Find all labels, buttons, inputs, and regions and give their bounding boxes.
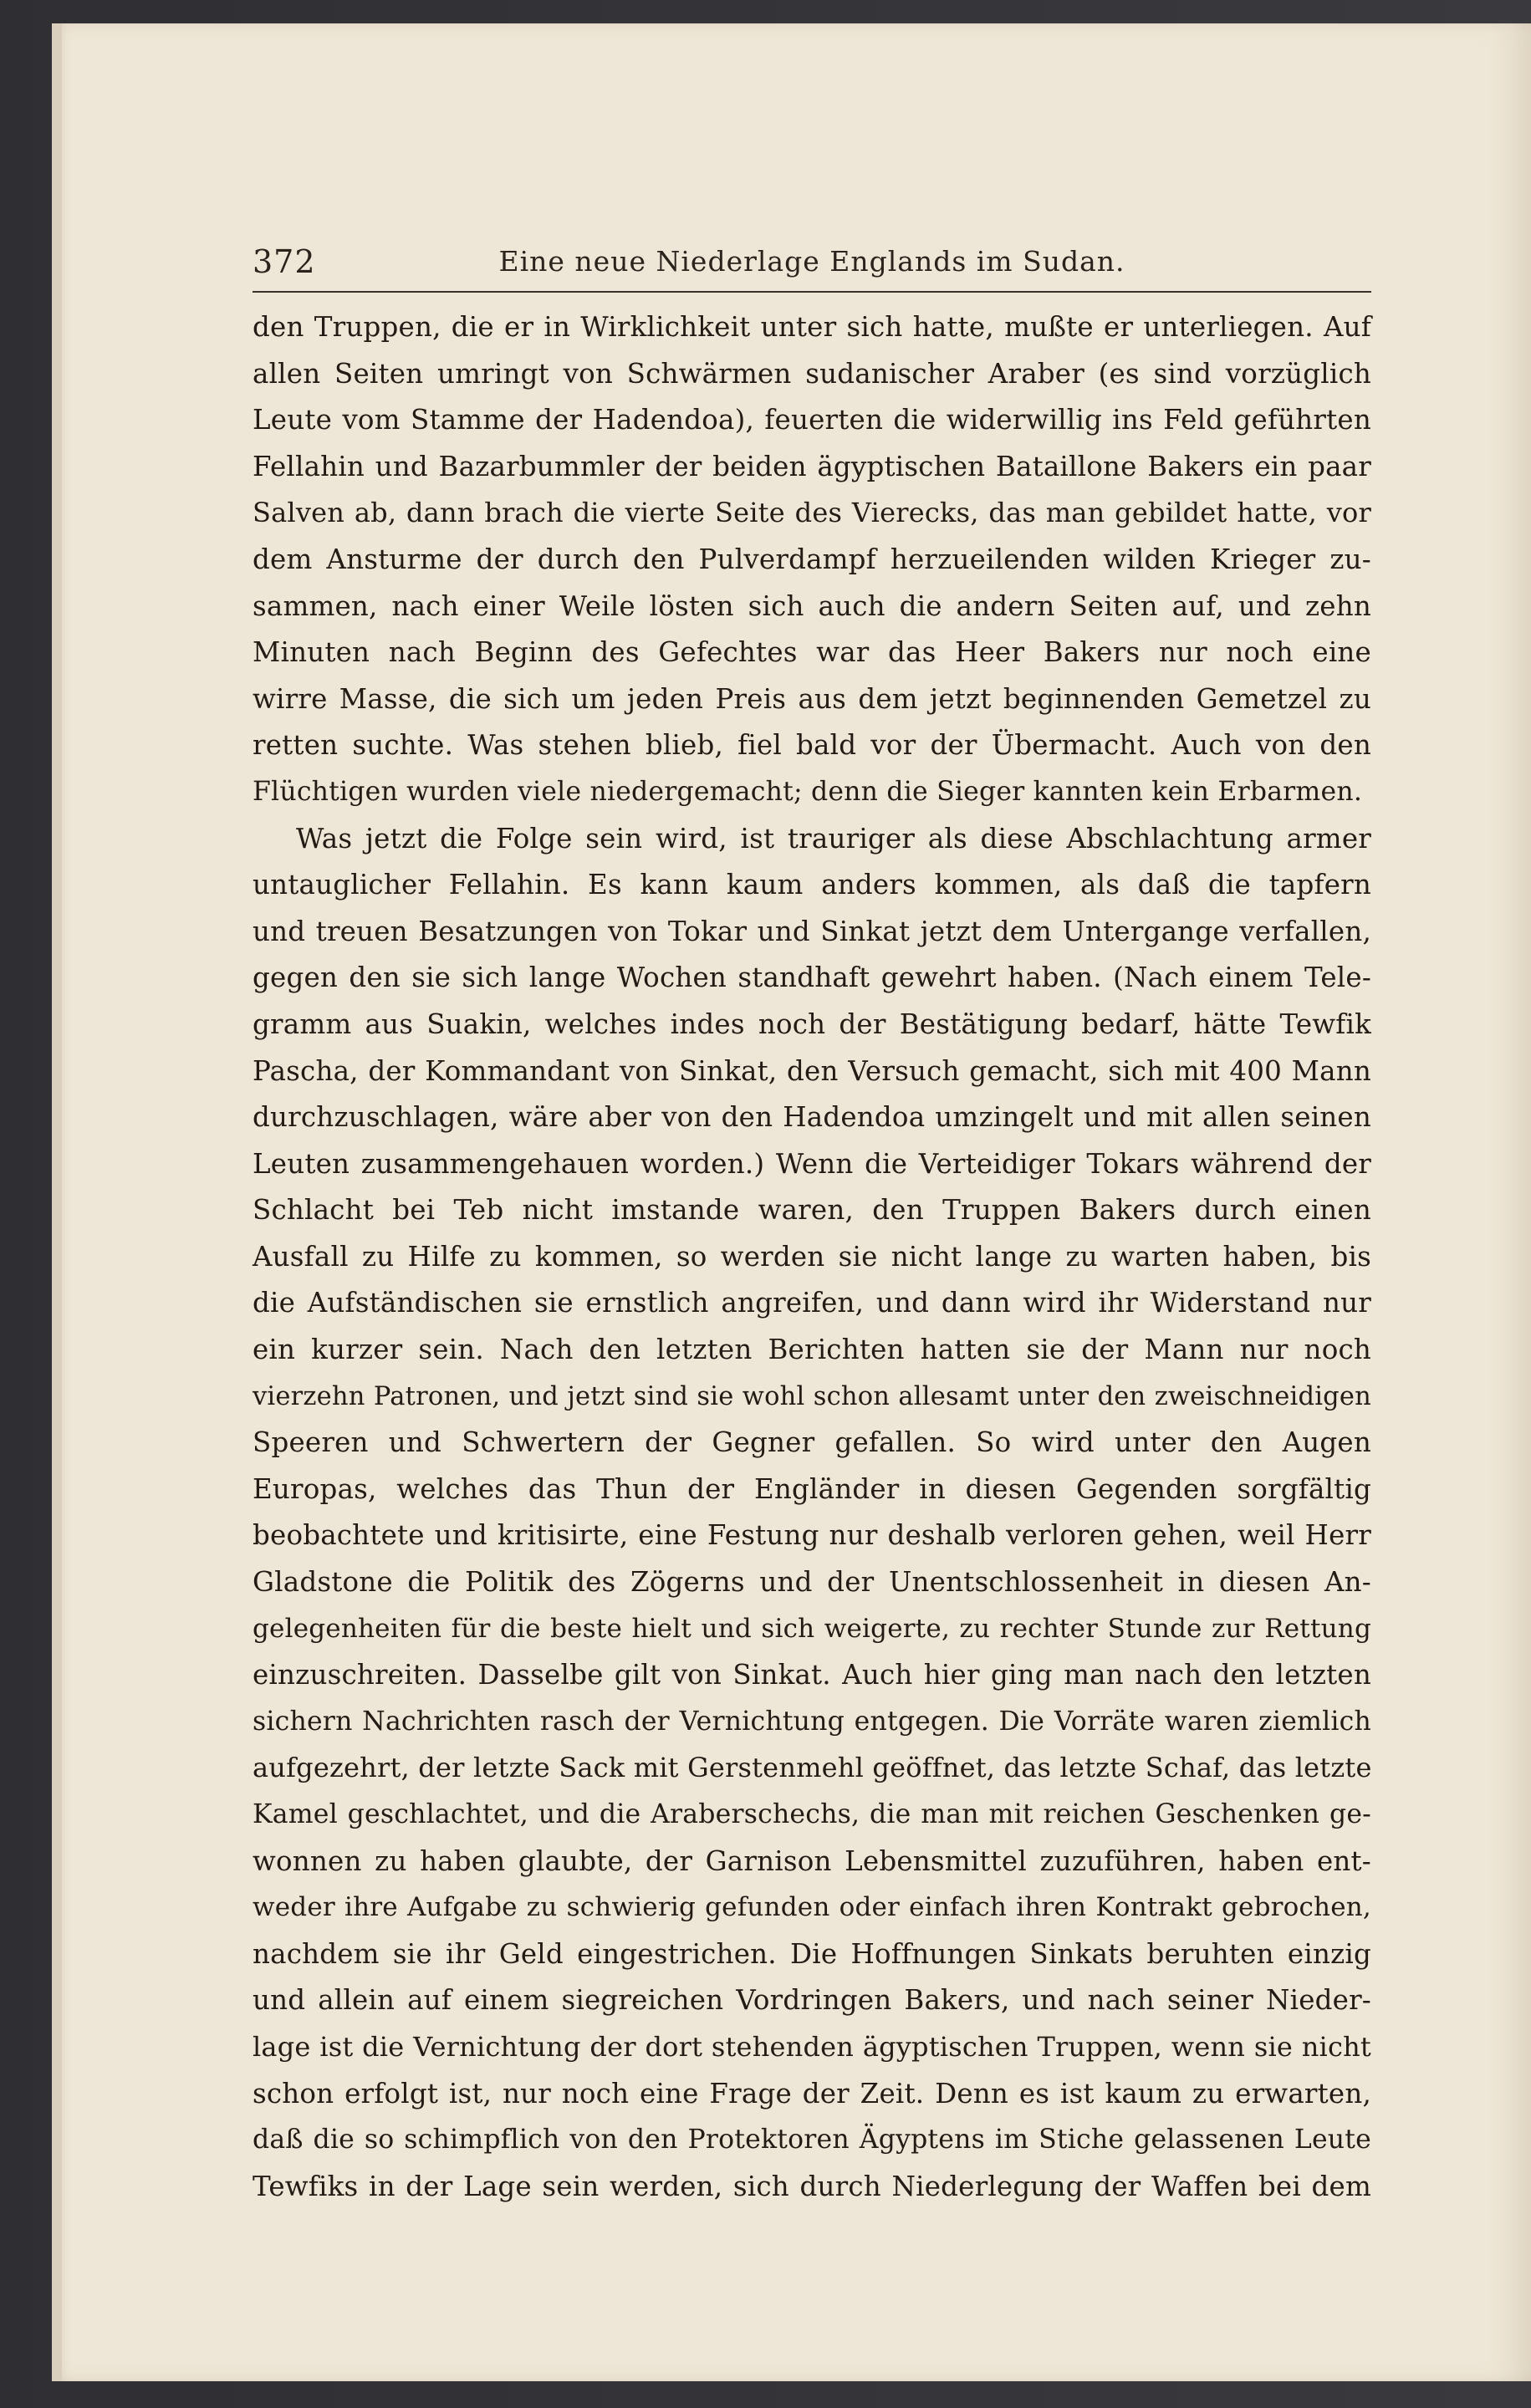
text-line: die Aufständischen sie ernstlich angreifen, und dann wird ihr Widerstand nur [253, 1287, 1371, 1319]
text-line: Kamel geschlachtet, und die Araberschechs, die man mit reichen Geschenken ge- [253, 1799, 1371, 1829]
text-line: Fellahin und Bazarbummler der beiden ägyptischen Bataillone Bakers ein paar [253, 450, 1371, 482]
text-line: daß die so schimpflich von den Protektoren Ägyptens im Stiche gelassenen Leute [253, 2125, 1371, 2155]
text-line: weder ihre Aufgabe zu schwierig gefunden oder einfach ihren Kontrakt gebrochen, [253, 1892, 1371, 1923]
text-line: einzuschreiten. Dasselbe gilt von Sinkat. Auch hier ging man nach den letzten [253, 1659, 1371, 1691]
text-line: Minuten nach Beginn des Gefechtes war das Heer Bakers nur noch eine [253, 636, 1371, 669]
text-line: Gladstone die Politik des Zögerns und der Unentschlossenheit in diesen An- [253, 1566, 1371, 1599]
page-edge [52, 23, 62, 2381]
text-line: wirre Masse, die sich um jeden Preis aus dem jetzt beginnenden Gemetzel zu [253, 682, 1371, 715]
text-line: und allein auf einem siegreichen Vordringen Bakers, und nach seiner Nieder- [253, 1984, 1371, 2017]
text-line: sichern Nachrichten rasch der Vernichtung entgegen. Die Vorräte waren ziemlich [253, 1706, 1371, 1737]
text-line: Flüchtigen wurden viele niedergemacht; denn die Sieger kannten kein Erbarmen. [253, 776, 1363, 807]
text-line: untauglicher Fellahin. Es kann kaum anders kommen, als daß die tapfern [253, 869, 1371, 901]
text-line: nachdem sie ihr Geld eingestrichen. Die Hoffnungen Sinkats beruhten einzig [253, 1937, 1371, 1970]
body-text [253, 304, 1371, 2210]
running-title: Eine neue Niederlage Englands im Sudan. [498, 245, 1125, 278]
text-line: lage ist die Vernichtung der dort stehenden ägyptischen Truppen, wenn sie nicht [253, 2030, 1371, 2063]
text-line: Schlacht bei Teb nicht imstande waren, den Truppen Bakers durch einen [253, 1194, 1371, 1227]
text-line: sammen, nach einer Weile lösten sich auch die andern Seiten auf, und zehn [253, 589, 1371, 622]
text-line: durchzuschlagen, wäre aber von den Hadendoa umzingelt und mit allen seinen [253, 1101, 1371, 1134]
text-line: retten suchte. Was stehen blieb, fiel bald vor der Übermacht. Auch von den [253, 729, 1371, 762]
text-line: und treuen Besatzungen von Tokar und Sinkat jetzt dem Untergange verfallen, [253, 915, 1371, 947]
text-line: gegen den sie sich lange Wochen standhaft gewehrt haben. (Nach einem Tele- [253, 962, 1371, 994]
header-rule [253, 291, 1371, 293]
text-line: Tewfiks in der Lage sein werden, sich durch Niederlegung der Waffen bei dem [253, 2170, 1371, 2202]
text-line: dem Ansturme der durch den Pulverdampf herzueilenden wilden Krieger zu- [253, 543, 1371, 575]
text-line: Leuten zusammengehauen worden.) Wenn die Verteidiger Tokars während der [253, 1147, 1371, 1180]
text-line: ein kurzer sein. Nach den letzten Berichten hatten sie der Mann nur noch [253, 1334, 1371, 1366]
text-line: schon erfolgt ist, nur noch eine Frage der Zeit. Denn es ist kaum zu erwarten, [253, 2077, 1371, 2110]
text-line: allen Seiten umringt von Schwärmen sudanischer Araber (es sind vorzüglich [253, 357, 1371, 390]
page-header [253, 243, 1371, 285]
text-line: Speeren und Schwertern der Gegner gefallen. So wird unter den Augen [253, 1426, 1371, 1459]
text-line: Salven ab, dann brach die vierte Seite des Vierecks, das man gebildet hatte, vor [253, 497, 1371, 529]
text-line: Was jetzt die Folge sein wird, ist trauriger als diese Abschlachtung armer [296, 822, 1371, 855]
text-line: gramm aus Suakin, welches indes noch der Bestätigung bedarf, hätte Tewfik [253, 1008, 1371, 1040]
text-line: Europas, welches das Thun der Engländer in diesen Gegenden sorgfältig [253, 1472, 1371, 1505]
text-line: Ausfall zu Hilfe zu kommen, so werden sie nicht lange zu warten haben, bis [253, 1240, 1371, 1273]
text-line: gelegenheiten für die beste hielt und sich weigerte, zu rechter Stunde zur Rettung [253, 1613, 1371, 1644]
text-line: Pascha, der Kommandant von Sinkat, den Versuch gemacht, sich mit 400 Mann [253, 1054, 1371, 1087]
text-line: vierzehn Patronen, und jetzt sind sie wohl schon allesamt unter den zweischneidigen [253, 1381, 1371, 1411]
text-line: wonnen zu haben glaubte, der Garnison Lebensmittel zuzuführen, haben ent- [253, 1844, 1371, 1877]
page-number: 372 [253, 243, 316, 280]
text-line: Leute vom Stamme der Hadendoa), feuerten die widerwillig ins Feld geführten [253, 404, 1371, 436]
text-line: den Truppen, die er in Wirklichkeit unter sich hatte, mußte er unterliegen. Auf [253, 311, 1371, 343]
text-line: aufgezehrt, der letzte Sack mit Gerstenmehl geöffnet, das letzte Schaf, das letzte [253, 1752, 1372, 1784]
text-line: beobachtete und kritisirte, eine Festung nur deshalb verloren gehen, weil Herr [253, 1519, 1371, 1552]
